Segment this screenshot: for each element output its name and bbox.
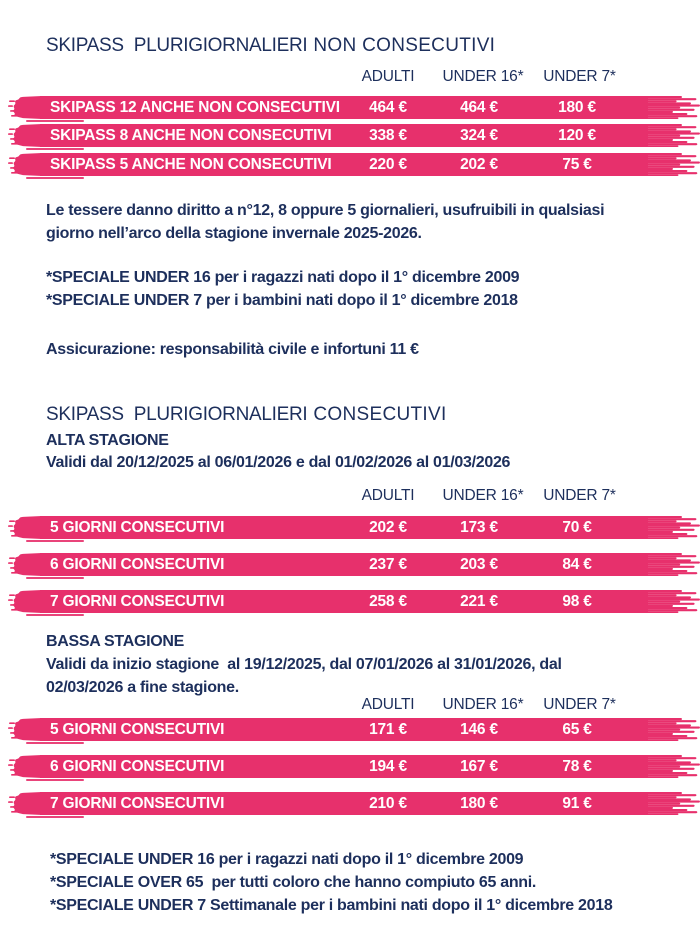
brush-underline: [26, 779, 84, 781]
brush-stroke-left: [8, 516, 42, 539]
price-under16: 167 €: [460, 758, 498, 775]
column-header-under16: UNDER 16*: [442, 487, 524, 504]
column-header-under7: UNDER 7*: [543, 68, 616, 85]
section-title-suffix: CONSECUTIVI: [313, 404, 447, 425]
brush-underline: [26, 742, 84, 744]
brush-stroke-right: [646, 755, 700, 778]
price-row: [0, 718, 700, 741]
price-under16: 202 €: [460, 156, 498, 173]
column-header-under7: UNDER 7*: [543, 696, 616, 713]
brush-stroke-right: [646, 792, 700, 815]
row-label: 6 GIORNI CONSECUTIVI: [50, 758, 225, 775]
column-header-adulti: ADULTI: [361, 68, 415, 85]
brush-stroke-left: [8, 553, 42, 576]
price-row: [0, 153, 700, 176]
price-under7: 70 €: [562, 519, 592, 536]
brush-stroke-left: [8, 590, 42, 613]
brush-stroke-left: [8, 96, 42, 119]
price-under7: 84 €: [562, 556, 592, 573]
price-adulti: 258 €: [369, 593, 407, 610]
price-under7: 120 €: [558, 127, 596, 144]
column-header-adulti: ADULTI: [361, 696, 415, 713]
column-header-row: [0, 695, 700, 715]
brush-stroke-right: [646, 153, 700, 176]
price-row: [0, 792, 700, 815]
price-under7: 78 €: [562, 758, 592, 775]
brush-underline: [26, 177, 84, 179]
insurance-note: Assicurazione: responsabilità civile e infortuni 11 €: [46, 341, 419, 358]
row-label: 5 GIORNI CONSECUTIVI: [50, 519, 225, 536]
description-line: Le tessere danno diritto a n°12, 8 oppure 5 giornalieri, usufruibili in qualsiasi: [46, 202, 605, 219]
note-under16: *SPECIALE UNDER 16 per i ragazzi nati dopo il 1° dicembre 2009: [46, 269, 520, 286]
alta-stagione-heading: ALTA STAGIONE: [46, 432, 169, 449]
price-under7: 65 €: [562, 721, 592, 738]
price-under16: 180 €: [460, 795, 498, 812]
price-under16: 464 €: [460, 99, 498, 116]
brush-stroke-right: [646, 124, 700, 147]
price-row: [0, 755, 700, 778]
price-row: [0, 124, 700, 147]
section-title-non-consecutivi: [46, 34, 495, 58]
brush-underline: [26, 148, 84, 150]
row-label: SKIPASS 8 ANCHE NON CONSECUTIVI: [50, 127, 332, 144]
brush-stroke-left: [8, 792, 42, 815]
alta-validity: Validi dal 20/12/2025 al 06/01/2026 e dal 01/02/2026 al 01/03/2026: [46, 454, 511, 471]
price-under7: 180 €: [558, 99, 596, 116]
brush-underline: [26, 540, 84, 542]
column-header-under16: UNDER 16*: [442, 696, 524, 713]
brush-stroke-right: [646, 718, 700, 741]
price-adulti: 464 €: [369, 99, 407, 116]
price-adulti: 194 €: [369, 758, 407, 775]
price-under7: 75 €: [562, 156, 592, 173]
note-under7: *SPECIALE UNDER 7 per i bambini nati dopo il 1° dicembre 2018: [46, 292, 518, 309]
price-row: [0, 590, 700, 613]
price-adulti: 171 €: [369, 721, 407, 738]
section-title-main: SKIPASS PLURIGIORNALIERI: [46, 35, 308, 56]
column-header-under16: UNDER 16*: [442, 68, 524, 85]
section-title-suffix: NON CONSECUTIVI: [313, 35, 496, 56]
brush-stroke-right: [646, 553, 700, 576]
brush-stroke-left: [8, 153, 42, 176]
brush-underline: [26, 120, 84, 122]
price-under7: 98 €: [562, 593, 592, 610]
description-line: giorno nell’arco della stagione invernale 2025-2026.: [46, 225, 422, 242]
price-under16: 146 €: [460, 721, 498, 738]
price-adulti: 202 €: [369, 519, 407, 536]
bassa-validity-line: 02/03/2026 a fine stagione.: [46, 679, 239, 696]
brush-stroke-left: [8, 718, 42, 741]
row-label: 6 GIORNI CONSECUTIVI: [50, 556, 225, 573]
brush-stroke-left: [8, 755, 42, 778]
price-under16: 173 €: [460, 519, 498, 536]
price-row: [0, 553, 700, 576]
row-label: 7 GIORNI CONSECUTIVI: [50, 795, 225, 812]
row-label: 7 GIORNI CONSECUTIVI: [50, 593, 225, 610]
price-row: [0, 516, 700, 539]
price-under16: 203 €: [460, 556, 498, 573]
price-under16: 221 €: [460, 593, 498, 610]
brush-stroke-left: [8, 124, 42, 147]
column-header-adulti: ADULTI: [361, 487, 415, 504]
footnote-under16: *SPECIALE UNDER 16 per i ragazzi nati dopo il 1° dicembre 2009: [50, 851, 524, 868]
bassa-validity-line: Validi da inizio stagione al 19/12/2025, dal 07/01/2026 al 31/01/2026, dal: [46, 656, 562, 673]
row-label: SKIPASS 12 ANCHE NON CONSECUTIVI: [50, 99, 340, 116]
price-adulti: 338 €: [369, 127, 407, 144]
price-adulti: 220 €: [369, 156, 407, 173]
price-adulti: 237 €: [369, 556, 407, 573]
brush-underline: [26, 614, 84, 616]
price-adulti: 210 €: [369, 795, 407, 812]
price-row: [0, 96, 700, 119]
footnote-over65: *SPECIALE OVER 65 per tutti coloro che hanno compiuto 65 anni.: [50, 874, 537, 891]
row-label: 5 GIORNI CONSECUTIVI: [50, 721, 225, 738]
section-title-consecutivi: [46, 403, 447, 427]
column-header-row: [0, 486, 700, 506]
price-under16: 324 €: [460, 127, 498, 144]
brush-underline: [26, 816, 84, 818]
column-header-row: [0, 67, 700, 87]
footnote-under7: *SPECIALE UNDER 7 Settimanale per i bambini nati dopo il 1° dicembre 2018: [50, 897, 613, 914]
column-header-under7: UNDER 7*: [543, 487, 616, 504]
row-label: SKIPASS 5 ANCHE NON CONSECUTIVI: [50, 156, 332, 173]
brush-stroke-right: [646, 590, 700, 613]
brush-underline: [26, 577, 84, 579]
bassa-stagione-heading: BASSA STAGIONE: [46, 633, 185, 650]
price-under7: 91 €: [562, 795, 592, 812]
brush-stroke-right: [646, 96, 700, 119]
section-title-main: SKIPASS PLURIGIORNALIERI: [46, 404, 308, 425]
brush-stroke-right: [646, 516, 700, 539]
